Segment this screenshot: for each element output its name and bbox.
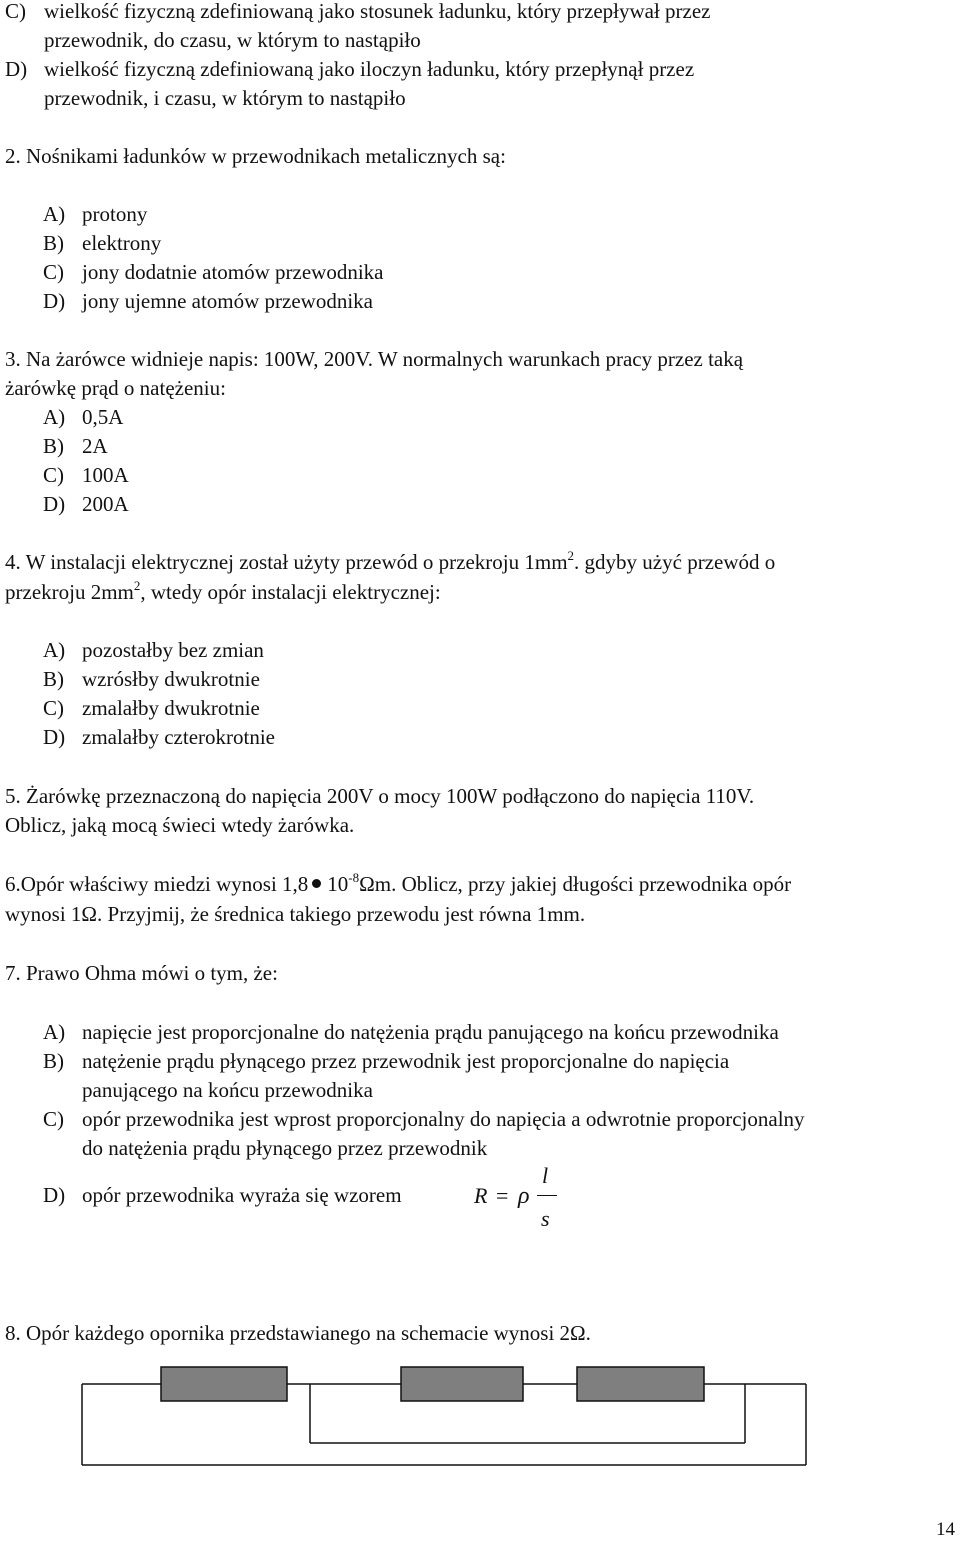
option-letter: D) — [5, 57, 28, 81]
option-text: wielkość fizyczną zdefiniowaną jako iloczyn ładunku, który przepłynął przez — [44, 57, 695, 81]
q7-option-c-cont: do natężenia prądu płynącego przez przewodnik — [82, 1136, 488, 1160]
q1-option-d-cont: przewodnik, i czasu, w którym to nastąpiło — [44, 86, 406, 110]
option-text: protony — [82, 202, 148, 226]
option-text: zmalałby dwukrotnie — [82, 696, 260, 720]
resistor-3 — [577, 1367, 704, 1401]
page-number: 14 — [936, 1519, 955, 1540]
option-letter: D) — [43, 725, 66, 749]
option-letter: A) — [43, 638, 66, 662]
option-letter: C) — [43, 260, 64, 284]
resistors — [161, 1367, 704, 1401]
option-letter: A) — [43, 202, 66, 226]
option-text: napięcie jest proporcjonalne do natężenia prądu panującego na końcu przewodnika — [82, 1020, 779, 1044]
q4-text: 4. W instalacji elektrycznej został użyty przewód o przekroju 1mm — [5, 550, 568, 574]
formula-denominator: s — [541, 1206, 550, 1231]
option-letter: D) — [43, 492, 66, 516]
option-letter: A) — [43, 405, 66, 429]
formula-equals: = — [496, 1183, 509, 1208]
q4-text: . gdyby użyć przewód o — [574, 550, 776, 574]
option-letter: D) — [43, 1183, 66, 1207]
option-text: 0,5A — [82, 405, 124, 429]
option-text: wielkość fizyczną zdefiniowaną jako stosunek ładunku, który przepływał przez — [44, 0, 711, 23]
option-text: 2A — [82, 434, 108, 458]
q4-text: przekroju 2mm — [5, 580, 134, 604]
option-letter: C) — [43, 696, 64, 720]
formula-lhs: R — [474, 1183, 488, 1208]
option-text: opór przewodnika wyraża się wzorem — [82, 1183, 402, 1207]
q1-option-c-cont: przewodnik, do czasu, w którym to nastąpiło — [44, 28, 421, 52]
option-text: jony dodatnie atomów przewodnika — [82, 260, 384, 284]
superscript: 2 — [567, 548, 575, 563]
option-text: natężenie prądu płynącego przez przewodnik jest proporcjonalne do napięcia — [82, 1049, 730, 1073]
q6-exponent-base: 10 — [327, 872, 349, 896]
option-letter: C) — [43, 1107, 64, 1131]
option-letter: B) — [43, 434, 64, 458]
formula-numerator: l — [542, 1163, 549, 1188]
q6-text: Ωm. Oblicz, przy jakiej długości przewodnika opór — [359, 872, 792, 896]
option-text: zmalałby czterokrotnie — [82, 725, 275, 749]
option-text: opór przewodnika jest wprost proporcjonalny do napięcia a odwrotnie proporcjonalny — [82, 1107, 805, 1131]
q5-question-line2: Oblicz, jaką mocą świeci wtedy żarówka. — [5, 813, 355, 837]
option-letter: C) — [5, 0, 26, 23]
resistor-1 — [161, 1367, 287, 1401]
option-letter: A) — [43, 1020, 66, 1044]
q6-text: 6.Opór właściwy miedzi wynosi 1,8 — [5, 872, 309, 896]
q5-question-line1: 5. Żarówkę przeznaczoną do napięcia 200V o mocy 100W podłączono do napięcia 110V. — [5, 784, 755, 808]
q7-question: 7. Prawo Ohma mówi o tym, że: — [5, 961, 278, 985]
q7-option-b-cont: panującego na końcu przewodnika — [82, 1078, 373, 1102]
formula-rho: ρ — [518, 1183, 530, 1209]
option-letter: C) — [43, 463, 64, 487]
superscript: 2 — [133, 578, 141, 593]
q3-question-line2: żarówkę prąd o natężeniu: — [5, 376, 226, 400]
option-text: jony ujemne atomów przewodnika — [82, 289, 374, 313]
option-letter: B) — [43, 1049, 64, 1073]
q8-question: 8. Opór każdego opornika przedstawianego na schemacie wynosi 2Ω. — [5, 1321, 591, 1345]
option-letter: D) — [43, 289, 66, 313]
option-text: 100A — [82, 463, 129, 487]
q6-question-line2: wynosi 1Ω. Przyjmij, że średnica takiego przewodu jest równa 1mm. — [5, 902, 586, 926]
option-letter: B) — [43, 667, 64, 691]
option-text: pozostałby bez zmian — [82, 638, 264, 662]
option-text: elektrony — [82, 231, 162, 255]
resistor-2 — [401, 1367, 523, 1401]
q4-text: , wtedy opór instalacji elektrycznej: — [140, 580, 441, 604]
option-text: wzrósłby dwukrotnie — [82, 667, 260, 691]
option-text: 200A — [82, 492, 129, 516]
q3-question-line1: 3. Na żarówce widnieje napis: 100W, 200V. W normalnych warunkach pracy przez taką — [5, 347, 744, 371]
option-letter: B) — [43, 231, 64, 255]
superscript: -8 — [348, 870, 360, 885]
q2-question: 2. Nośnikami ładunków w przewodnikach metalicznych są: — [5, 144, 506, 168]
